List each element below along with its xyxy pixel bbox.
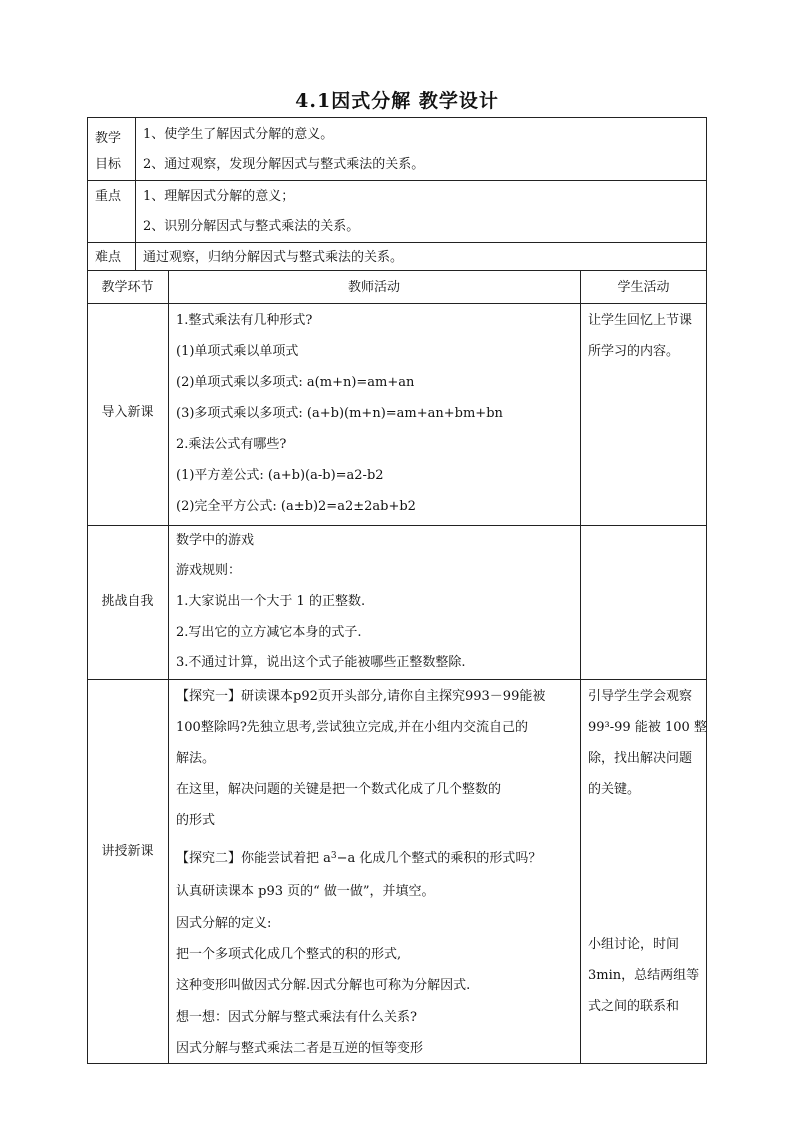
challenge-line: 游戏规则：: [176, 563, 242, 578]
intro-line: (3)多项式乘以多项式: (a+b)(m+n)=am+an+bm+bn: [176, 406, 503, 421]
newlesson-line: 因式分解的定义:: [176, 916, 272, 931]
challenge-line: 3.不通过计算，说出这个式子能被哪些正整数整除.: [176, 655, 466, 670]
newlesson-student-line: 除，找出解决问题: [588, 751, 693, 766]
newlesson-student-line: 式之间的联系和: [588, 999, 680, 1014]
challenge-line: 1.大家说出一个大于 1 的正整数.: [176, 594, 366, 609]
challenge-line: 数学中的游戏: [176, 533, 255, 548]
explore2-line: [176, 851, 541, 867]
newlesson-line: 把一个多项式化成几个整式的积的形式,: [176, 947, 402, 962]
newlesson-student-line: 小组讨论，时间: [588, 937, 680, 952]
header-stage: 教学环节: [101, 280, 154, 295]
newlesson-line: 这种变形叫做因式分解.因式分解也可称为分解因式.: [176, 978, 471, 993]
newlesson-student-line: 3min，总结两组等: [588, 968, 700, 983]
intro-line: 2.乘法公式有哪些?: [176, 437, 287, 452]
column-divider: [135, 117, 136, 270]
challenge-line: 2.写出它的立方减它本身的式子.: [176, 625, 362, 640]
stage-challenge: 挑战自我: [101, 594, 154, 609]
objectives-label: 目标: [95, 157, 122, 172]
newlesson-student-line: 的关键。: [588, 782, 641, 797]
objective-item: 1、使学生了解因式分解的意义。: [143, 127, 334, 142]
key-line: 在这里，解决问题的关键是把一个数式化成了几个整数的: [176, 782, 502, 797]
explore1-line: 【探究一】研读课本p92页开头部分,请你自主探究993－99能被: [176, 689, 546, 704]
row-divider: [87, 270, 707, 271]
explore2-exponent: 3: [330, 851, 337, 861]
explore2-pre: 【探究二】你能尝试着把 a: [176, 851, 331, 866]
key-line: 的形式: [176, 813, 216, 828]
newlesson-student-line: 99³-99 能被 100 整: [588, 720, 707, 735]
newlesson-line: 认真研读课本 p93 页的“ 做一做”，并填空。: [176, 884, 435, 899]
row-divider: [87, 180, 707, 181]
difficulty-label: 难点: [95, 250, 122, 265]
key-point-item: 1、理解因式分解的意义；: [143, 189, 295, 204]
intro-line: (1)单项式乘以单项式: [176, 344, 299, 359]
column-divider: [168, 270, 169, 1064]
explore1-line: 100整除吗?先独立思考,尝试独立完成,并在小组内交流自己的: [176, 720, 529, 735]
intro-student-line: 所学习的内容。: [588, 344, 680, 359]
document-title: 4.1因式分解 教学设计: [295, 90, 499, 112]
objective-item: 2、通过观察，发现分解因式与整式乘法的关系。: [143, 157, 425, 172]
stage-new-lesson: 讲授新课: [101, 844, 154, 859]
column-divider: [580, 270, 581, 1064]
row-divider: [87, 303, 707, 304]
key-points-label: 重点: [95, 189, 122, 204]
intro-line: 1.整式乘法有几种形式?: [176, 313, 313, 328]
explore2-post: −a 化成几个整式的乘积的形式吗？: [336, 851, 542, 866]
intro-line: (2)单项式乘以多项式: a(m+n)=am+an: [176, 375, 415, 390]
stage-intro: 导入新课: [101, 405, 154, 420]
newlesson-line: 因式分解与整式乘法二者是互逆的恒等变形: [176, 1041, 424, 1056]
intro-line: (1)平方差公式: (a+b)(a-b)=a2-b2: [176, 468, 384, 483]
row-divider: [87, 679, 707, 680]
explore1-line: 解法。: [176, 751, 216, 766]
newlesson-student-line: 引导学生学会观察: [588, 689, 693, 704]
objectives-label: 教学: [95, 131, 122, 146]
row-divider: [87, 525, 707, 526]
key-point-item: 2、识别分解因式与整式乘法的关系。: [143, 219, 360, 234]
row-divider: [87, 242, 707, 243]
header-teacher: 教师活动: [347, 280, 400, 295]
newlesson-line: 想一想：因式分解与整式乘法有什么关系?: [176, 1010, 417, 1025]
header-student: 学生活动: [617, 280, 670, 295]
intro-student-line: 让学生回忆上节课: [588, 313, 693, 328]
difficulty-text: 通过观察，归纳分解因式与整式乘法的关系。: [143, 250, 404, 265]
intro-line: (2)完全平方公式: (a±b)2=a2±2ab+b2: [176, 499, 416, 514]
